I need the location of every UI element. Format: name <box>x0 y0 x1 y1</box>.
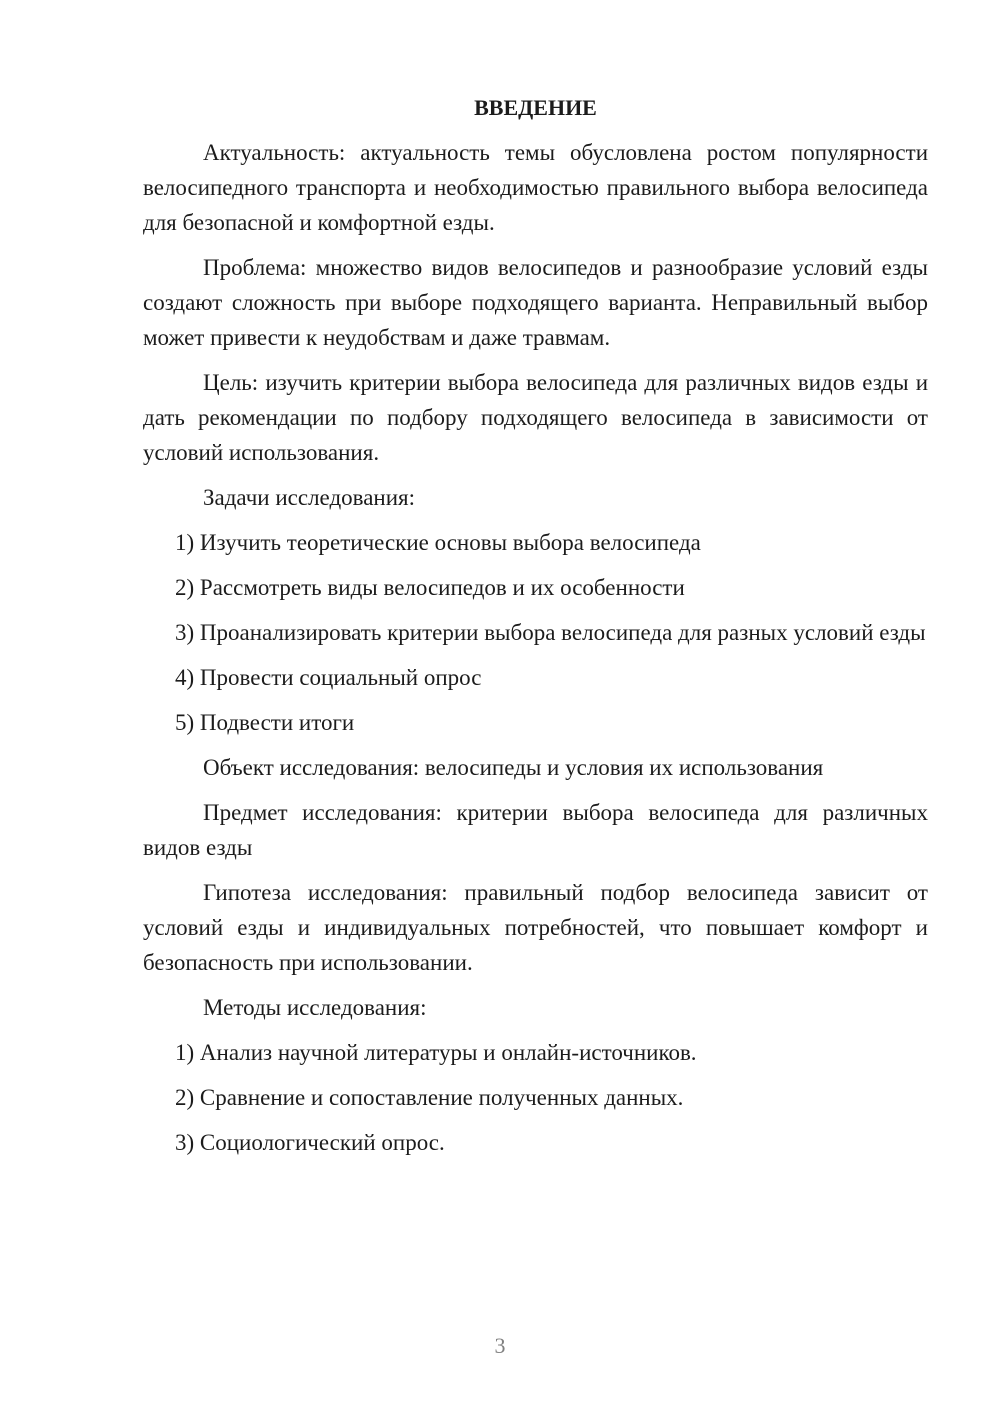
methods-heading: Методы исследования: <box>203 995 427 1020</box>
tasks-heading: Задачи исследования: <box>203 485 416 510</box>
relevance-paragraph: Актуальность: актуальность темы обусловлена ростом популярности велосипедного транспорта и необходимостью правильного выбора велосипеда для безопасной и комфортной езды. <box>143 140 928 235</box>
task-item: 1) Изучить теоретические основы выбора велосипеда <box>175 530 701 555</box>
page-title: ВВЕДЕНИЕ <box>474 95 597 120</box>
task-item: 2) Рассмотреть виды велосипедов и их особенности <box>175 575 685 600</box>
task-item: 4) Провести социальный опрос <box>175 665 482 690</box>
document-page <box>143 90 928 1170</box>
goal-paragraph: Цель: изучить критерии выбора велосипеда для различных видов езды и дать рекомендации по подбору подходящего велосипеда в зависимости от условий использования. <box>143 370 928 465</box>
task-item: 3) Проанализировать критерии выбора велосипеда для разных условий езды <box>175 620 926 645</box>
object-paragraph: Объект исследования: велосипеды и условия их использования <box>203 755 824 780</box>
method-item: 1) Анализ научной литературы и онлайн-источников. <box>175 1040 697 1065</box>
hypothesis-paragraph: Гипотеза исследования: правильный подбор велосипеда зависит от условий езды и индивидуальных потребностей, что повышает комфорт и безопасность при использовании. <box>143 880 928 975</box>
page-number: 3 <box>494 1333 506 1358</box>
method-item: 2) Сравнение и сопоставление полученных данных. <box>175 1085 684 1110</box>
subject-paragraph: Предмет исследования: критерии выбора велосипеда для различных видов езды <box>143 800 928 860</box>
problem-paragraph: Проблема: множество видов велосипедов и разнообразие условий езды создают сложность при выборе подходящего варианта. Неправильный выбор может привести к неудобствам и даже травмам. <box>143 255 928 350</box>
method-item: 3) Социологический опрос. <box>175 1130 445 1155</box>
task-item: 5) Подвести итоги <box>175 710 355 735</box>
